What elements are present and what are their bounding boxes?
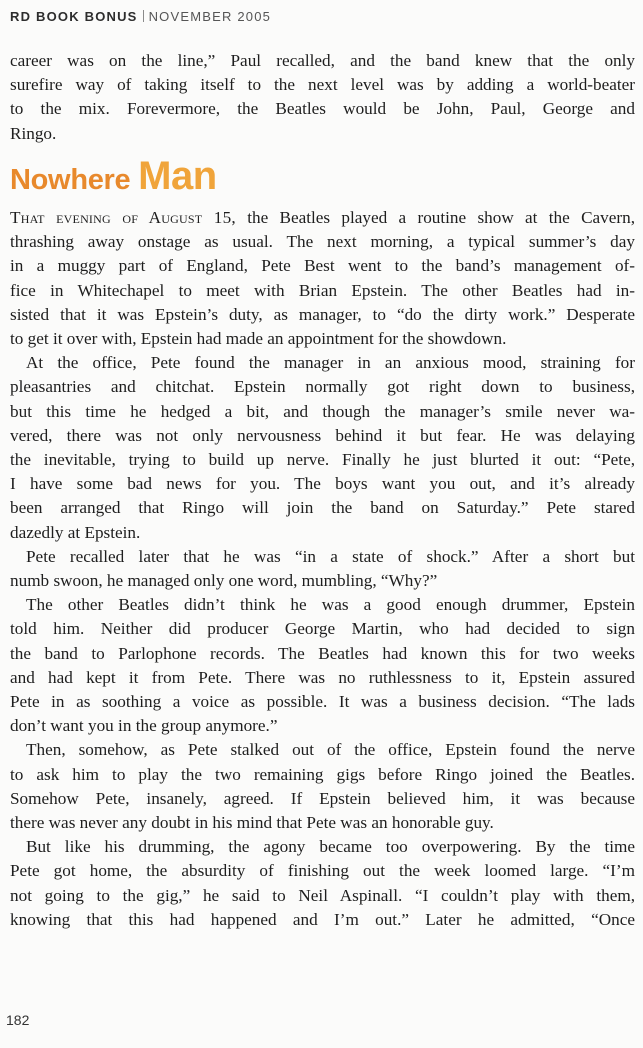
- text-line: sisted that it was Epstein’s duty, as manager, to “do the dirty work.” Desperate: [10, 304, 635, 324]
- text-line: surefire way of taking itself to the next level was by adding a world-beater: [10, 75, 635, 95]
- text-line: to the mix. Forevermore, the Beatles would be John, Paul, George and: [10, 99, 635, 119]
- text-line: Ringo.: [10, 123, 57, 143]
- text-line: Somehow Pete, insanely, agreed. If Epstein believed him, it was because: [10, 788, 635, 808]
- page-number: 182: [6, 1012, 30, 1028]
- heading-part-1: Nowhere: [10, 164, 139, 196]
- text-line: pleasantries and chitchat. Epstein normally got right down to business,: [10, 377, 635, 397]
- issue-date: NOVEMBER 2005: [148, 9, 272, 24]
- text-line: but this time he hedged a bit, and though the manager’s smile never wa-: [10, 401, 635, 421]
- section-label: RD BOOK BONUS: [10, 9, 138, 24]
- text-line: knowing that this had happened and I’m out.” Later he admitted, “Once: [10, 909, 635, 929]
- text-line: vered, there was not only nervousness behind it but fear. He was delaying: [10, 425, 635, 445]
- text-span: the Beatles played a routine show at the Cavern,: [235, 208, 636, 227]
- text-line: the inevitable, trying to build up nerve. Finally he just blurted it out: “Pete,: [10, 450, 635, 470]
- running-head: [10, 9, 271, 24]
- text-line: been arranged that Ringo will join the band on Saturday.” Pete stared: [10, 498, 635, 518]
- text-line: But like his drumming, the agony became too overpowering. By the time: [26, 837, 635, 857]
- intro-paragraph: [10, 49, 635, 146]
- lead-in: That evening of August 15,: [10, 208, 236, 227]
- text-line: [10, 206, 635, 230]
- article-body: [10, 206, 635, 932]
- header-divider: [143, 10, 144, 22]
- text-line: there was never any doubt in his mind that Pete was an honorable guy.: [10, 813, 494, 833]
- text-line: Then, somehow, as Pete stalked out of the office, Epstein found the nerve: [26, 740, 635, 760]
- text-line: fice in Whitechapel to meet with Brian Epstein. The other Beatles had in-: [10, 280, 635, 300]
- text-line: numb swoon, he managed only one word, mumbling, “Why?”: [10, 571, 438, 591]
- text-line: dazedly at Epstein.: [10, 522, 141, 542]
- text-line: Pete in as soothing a voice as possible. It was a business decision. “The lads: [10, 692, 635, 712]
- text-line: The other Beatles didn’t think he was a good enough drummer, Epstein: [26, 595, 635, 615]
- text-line: Pete recalled later that he was “in a state of shock.” After a short but: [26, 546, 635, 566]
- text-line: told him. Neither did producer George Martin, who had decided to sign: [10, 619, 635, 639]
- text-line: I have some bad news for you. The boys want you out, and it’s already: [10, 474, 635, 494]
- section-heading: [10, 156, 217, 196]
- text-line: to get it over with, Epstein had made an appointment for the showdown.: [10, 329, 507, 349]
- heading-part-2: Man: [138, 154, 217, 198]
- text-line: not going to the gig,” he said to Neil Aspinall. “I couldn’t play with them,: [10, 885, 635, 905]
- text-line: career was on the line,” Paul recalled, and the band knew that the only: [10, 51, 635, 70]
- text-line: thrashing away onstage as usual. The next morning, a typical summer’s day: [10, 232, 635, 252]
- text-line: to ask him to play the two remaining gigs before Ringo joined the Beatles.: [10, 764, 635, 784]
- text-line: don’t want you in the group anymore.”: [10, 716, 278, 736]
- text-line: At the office, Pete found the manager in an anxious mood, straining for: [26, 353, 635, 373]
- text-line: the band to Parlophone records. The Beatles had known this for two weeks: [10, 643, 635, 663]
- text-line: Pete got home, the absurdity of finishing out the week loomed large. “I’m: [10, 861, 635, 881]
- text-line: and had kept it from Pete. There was no ruthlessness to it, Epstein assured: [10, 667, 635, 687]
- text-line: in a muggy part of England, Pete Best went to the band’s management of-: [10, 256, 635, 276]
